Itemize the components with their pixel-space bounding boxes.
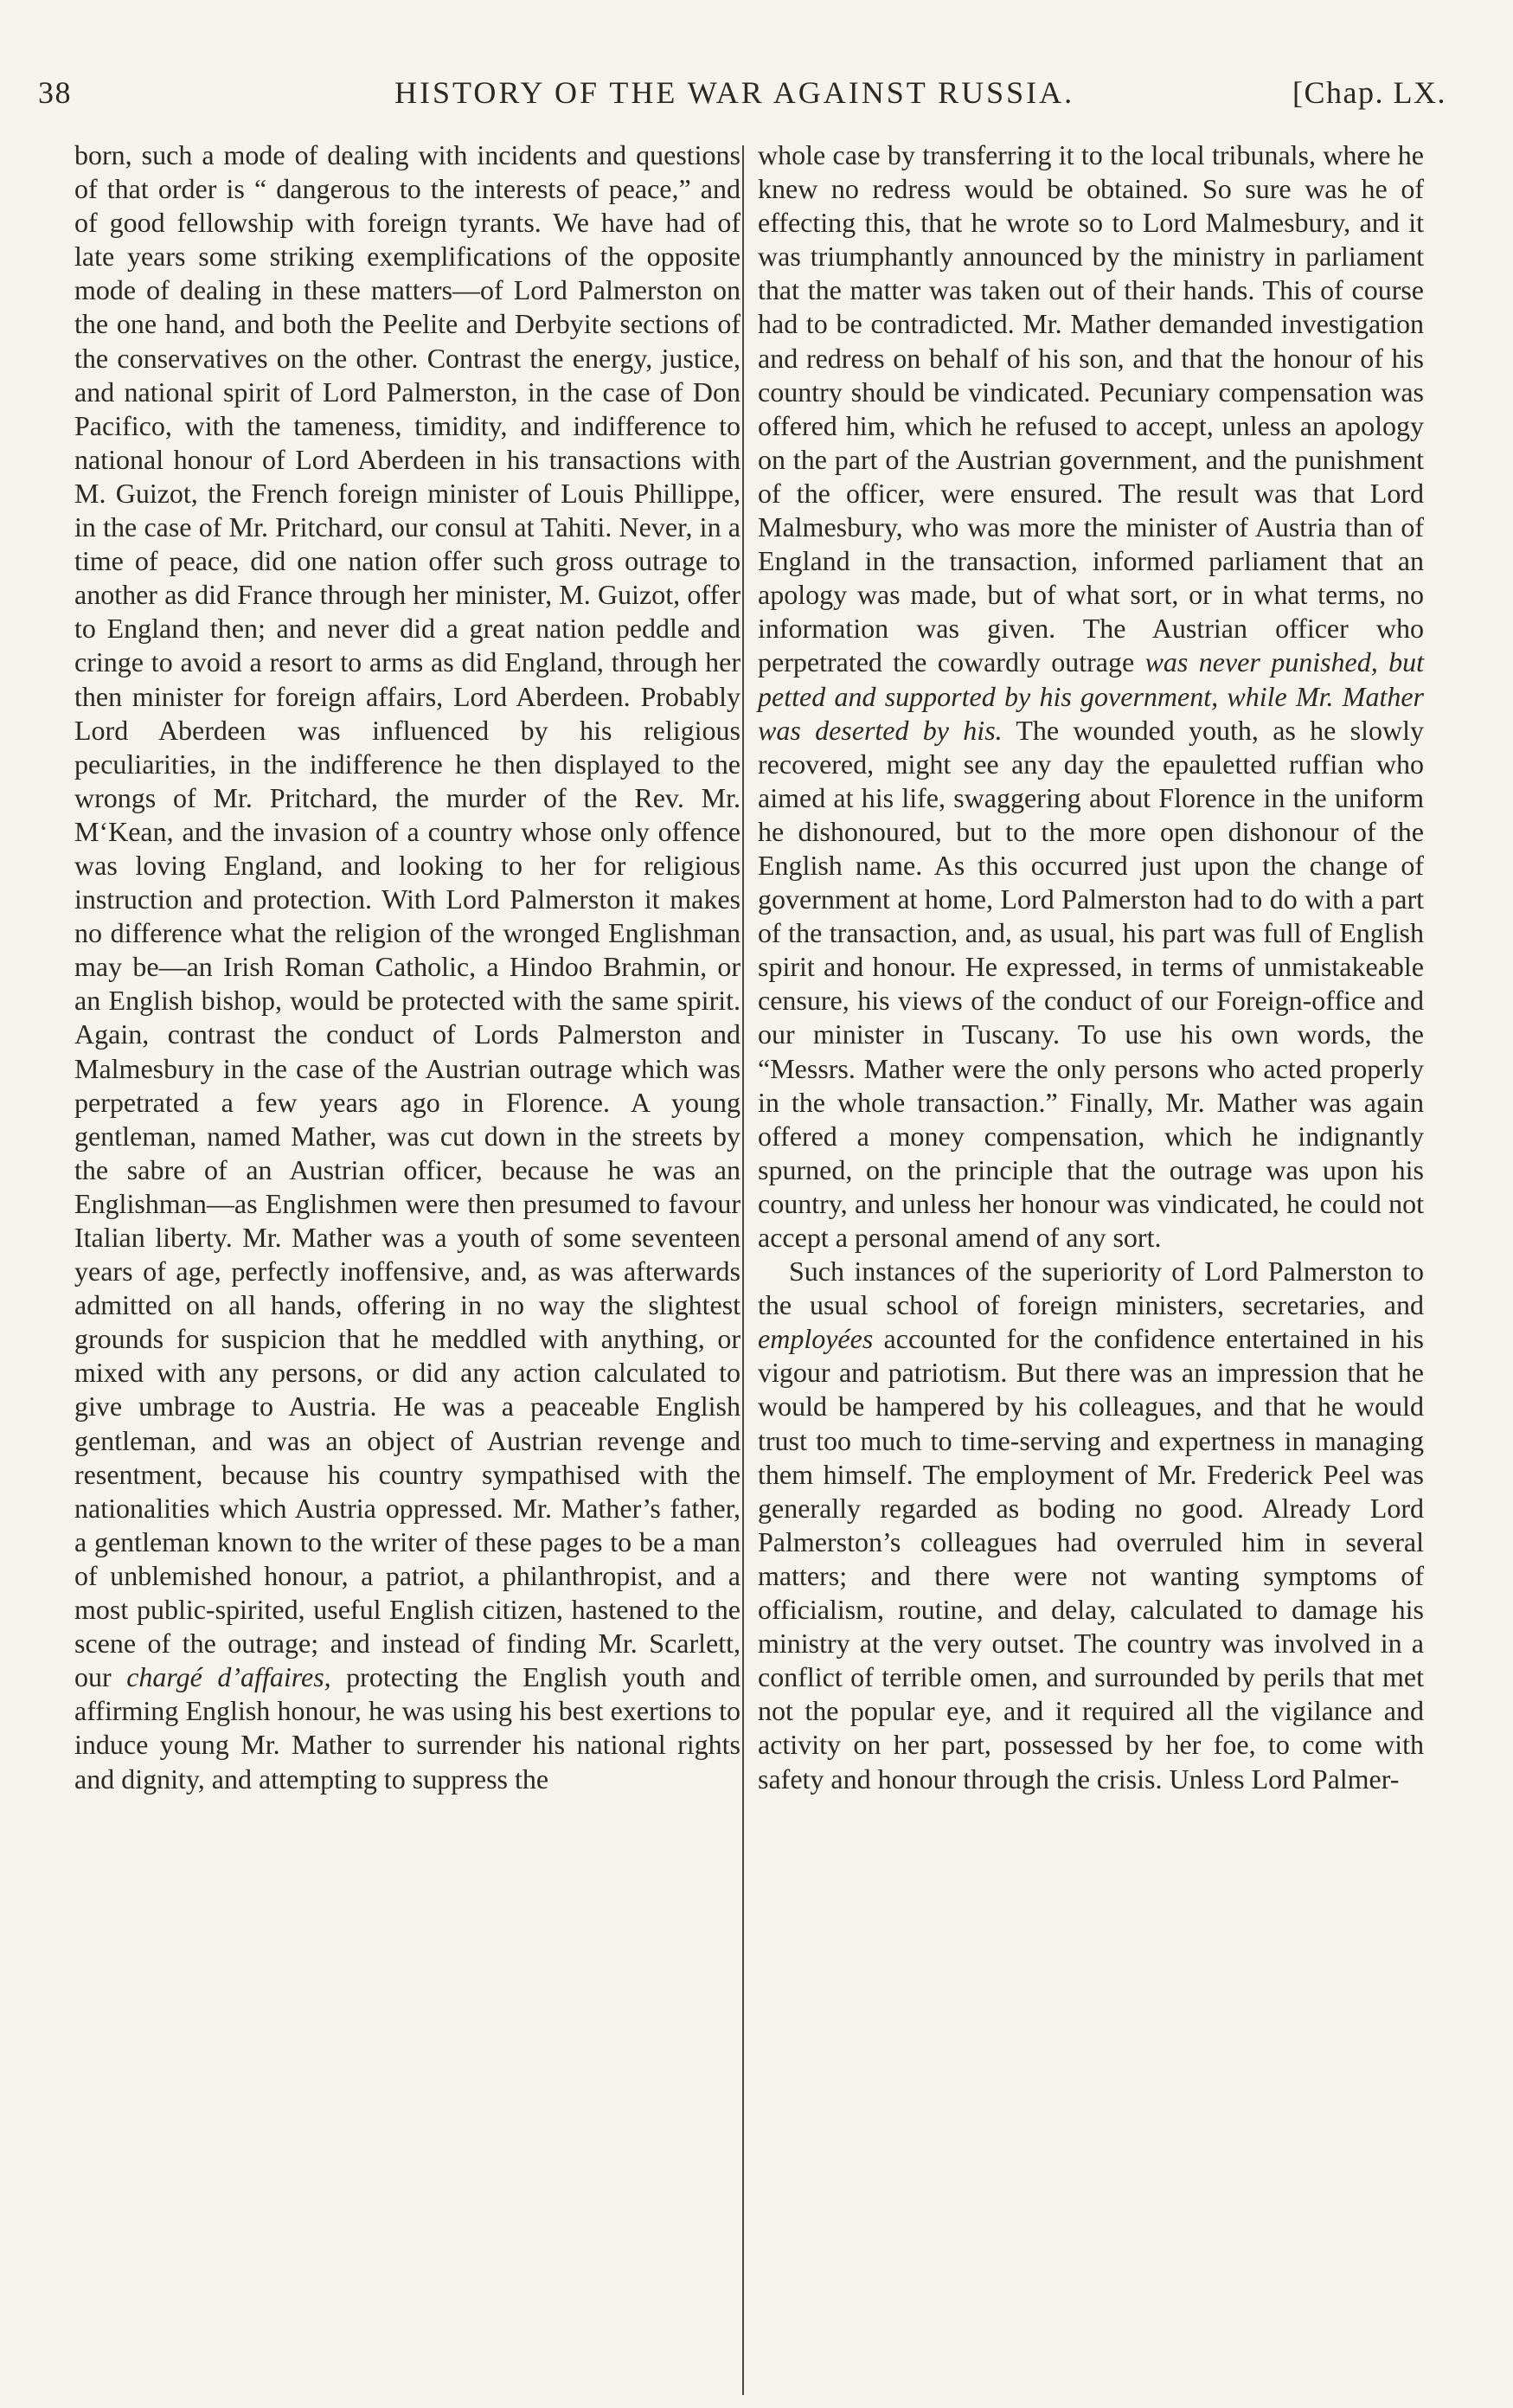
left-p1-text: born, such a mode of dealing with incidents and questions of that order is “ dangerous to the interests of peace,” and of good fellowship with foreign tyrants. We have had of late years some striking exemplifications of the opposite mode of dealing in these matters—of Lord Palmerston on the one hand, and both the Peelite and Derbyite sections of the conservatives on the other. Contrast the energy, justice, and national spirit of Lord Palmerston, in the case of Don Pacifico, with the tameness, timidity, and indifference to national honour of Lord Aberdeen in his transactions with M. Guizot, the French foreign minister of Louis Phillippe, in the case of Mr. Pritchard, our consul at Tahiti. Never, in a time of peace, did one nation offer such gross outrage to another as did France through her minister, M. Guizot, offer to England then; and never did a great nation peddle and cringe to avoid a resort to arms as did England, through her then minister for foreign affairs, Lord Aberdeen. Probably Lord Aberdeen was influenced by his religious peculiarities, in the indifference he then displayed to the wrongs of Mr. Pritchard, the murder of the Rev. Mr. M‘Kean, and the invasion of a country whose only offence was loving England, and looking to her for religious instruction and protection. With Lord Palmerston it makes no difference what the religion of the wronged Englishman may be—an Irish Roman Catholic, a Hindoo Brahmin, or an English bishop, would be protected with the same spirit. Again, contrast the conduct of Lords Palmerston and Malmesbury in the case of the Austrian outrage which was perpetrated a few years ago in Florence. A young gentleman, named Mather, was cut down in the streets by the sabre of an Austrian officer, because he was an Englishman—as Englishmen were then presumed to favour Italian liberty. Mr. Mather was a youth of some seventeen years of age, perfectly inoffensive, and, as was afterwards admitted on all hands, offering in no way the slightest grounds for suspicion that he meddled with anything, or mixed with any persons, or did any action calculated to give umbrage to Austria. He was a peaceable English gentleman, and was an object of Austrian revenge and resentment, because his country sympathised with the nationalities which Austria oppressed. Mr. Mather’s father, a gentleman known to the writer of these pages to be a man of unblemished honour, a patriot, a philanthropist, and a most public-spirited, useful English citizen, hastened to the scene of the outrage; and instead of finding Mr. Scarlett, our bbox=[74, 139, 740, 1693]
right-paragraph-2 bbox=[758, 1255, 1424, 1796]
right-p1b-text: The wounded youth, as he slowly recovered, might see any day the epauletted ruffian who aimed at his life, swaggering about Florence in the uniform he dishonoured, but to the more open dishonour of the English name. As this occurred just upon the change of government at home, Lord Palmerston had to do with a part of the transaction, and, as usual, his part was full of English spirit and honour. He expressed, in terms of unmistakeable censure, his views of the conduct of our Foreign-office and our minister in Tuscany. To use his own words, the “Messrs. Mather were the only persons who acted properly in the whole transaction.” Finally, Mr. Mather was again offered a money compensation, which he indignantly spurned, on the principle that the outrage was upon his country, and unless her honour was vindicated, he could not accept a personal amend of any sort. bbox=[758, 714, 1424, 1253]
right-column bbox=[758, 138, 1424, 1796]
left-p1-italic: chargé d’affaires, bbox=[126, 1661, 331, 1693]
right-p2b-text: accounted for the confidence entertained in his vigour and patriotism. But there was an impression that he would be hampered by his colleagues, and that he would trust too much to time-serving and expertness in managing them himself. The employment of Mr. Frederick Peel was generally regarded as boding no good. Already Lord Palmerston’s colleagues had overruled him in several matters; and there were not wanting symptoms of officialism, routine, and delay, calculated to damage his ministry at the very outset. The country was involved in a conflict of terrible omen, and surrounded by perils that met not the popular eye, and it required all the vigilance and activity on her part, possessed by her foe, to come with safety and honour through the crisis. Unless Lord Palmer- bbox=[758, 1323, 1425, 1795]
left-column bbox=[74, 138, 740, 1796]
right-p1a-text: whole case by transferring it to the local tribunals, where he knew no redress would be obtained. So sure was he of effecting this, that he wrote so to Lord Malmesbury, and it was triumphantly announced by the ministry in parliament that the matter was taken out of their hands. This of course had to be contradicted. Mr. Mather demanded investigation and redress on behalf of his son, and that the honour of his country should be vindicated. Pecuniary compensation was offered him, which he refused to accept, unless an apology on the part of the Austrian government, and the punishment of the officer, were ensured. The result was that Lord Malmesbury, who was more the minister of Austria than of England in the transaction, informed parliament that an apology was made, but of what sort, or in what terms, no information was given. The Austrian officer who perpetrated the cowardly outrage bbox=[758, 139, 1424, 678]
page-header bbox=[38, 67, 1446, 119]
page-number: 38 bbox=[38, 75, 72, 110]
left-p1-end: protecting the English youth and affirming English honour, he was using his best exertions to induce young Mr. Mather to surrender his national rights and dignity, and attempting to suppress the bbox=[74, 1661, 740, 1795]
right-paragraph-1 bbox=[758, 138, 1424, 1255]
right-p1-italic: was never punished, but petted and supported by his government, while Mr. Mather was deserted by his. bbox=[758, 646, 1425, 746]
right-p2a-text: Such instances of the superiority of Lord Palmerston to the usual school of foreign ministers, secretaries, and bbox=[758, 1255, 1424, 1321]
right-p2-italic: employées bbox=[758, 1323, 874, 1355]
column-divider bbox=[742, 145, 744, 2395]
chapter-label: [Chap. LX. bbox=[1292, 75, 1446, 110]
left-paragraph-1 bbox=[74, 138, 740, 1796]
running-title: HISTORY OF THE WAR AGAINST RUSSIA. bbox=[394, 75, 1075, 110]
